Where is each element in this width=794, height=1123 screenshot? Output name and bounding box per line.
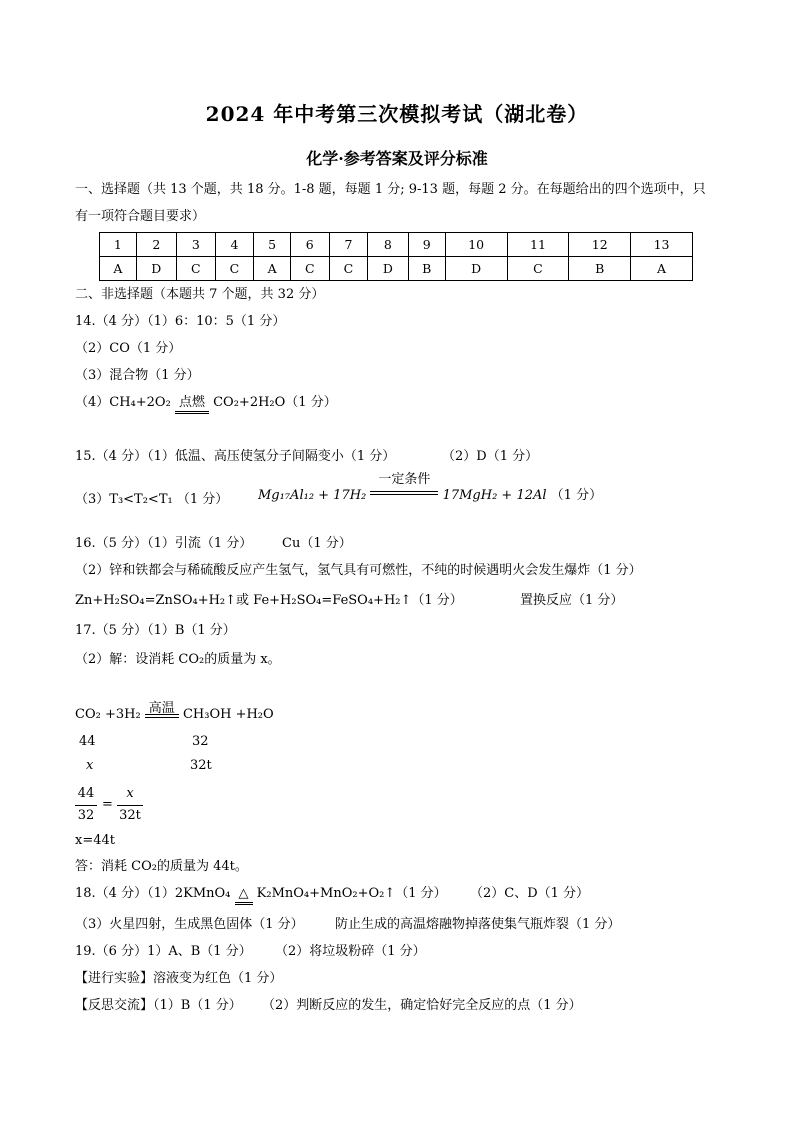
- question-number-cell: 10: [445, 233, 507, 257]
- question-number-cell: 8: [368, 233, 408, 257]
- q15-equation: [258, 472, 603, 508]
- answer-cell: C: [329, 257, 368, 281]
- reaction-condition-label: 一定条件: [378, 472, 431, 487]
- page-title: 2024 年中考第三次模拟考试（湖北卷）: [205, 102, 589, 126]
- equals-sign: =: [102, 797, 113, 812]
- q14-line4: [75, 394, 337, 414]
- q18-equation-products: K₂MnO₄+MnO₂+O₂↑（1 分）: [256, 886, 447, 901]
- q15-equation-left: Mg₁₇Al₁₂ + 17H₂: [258, 488, 367, 503]
- reaction-condition-arrow: [145, 701, 179, 718]
- answer-cell: A: [631, 257, 693, 281]
- reaction-condition-heat: △: [235, 886, 253, 905]
- q17-variable-2: 32t: [190, 758, 212, 773]
- q19-line3b: （2）判断反应的发生，确定恰好完全反应的点（1 分）: [262, 998, 582, 1013]
- question-number-cell: 6: [290, 233, 329, 257]
- fraction-denominator: 32t: [119, 808, 141, 823]
- question-number-cell: 4: [215, 233, 254, 257]
- answer-cell: C: [176, 257, 215, 281]
- q15-line2a: （3）T₃<T₂<T₁ （1 分）: [75, 492, 229, 507]
- q17-answer: 答：消耗 CO₂的质量为 44t。: [75, 859, 248, 874]
- answer-table-answer-row: [100, 257, 693, 281]
- q15-line1b: （2）D（1 分）: [442, 449, 539, 464]
- q16-line3a: Zn+H₂SO₄=ZnSO₄+H₂↑或 Fe+H₂SO₄=FeSO₄+H₂↑（1 分）: [75, 593, 463, 608]
- question-number-cell: 9: [408, 233, 445, 257]
- reaction-condition-ignite: 点燃: [175, 395, 209, 414]
- section1-heading-line1: 一、选择题（共 13 个题，共 18 分。1-8 题，每题 1 分; 9-13 题，每题 2 分。在每题给出的四个选项中，只: [75, 182, 706, 197]
- section1-heading-line2: 有一项符合题目要求）: [75, 209, 206, 224]
- section2-heading: 二、非选择题（本题共 7 个题，共 32 分）: [75, 287, 325, 302]
- answer-cell: A: [254, 257, 291, 281]
- answer-table-number-row: [100, 233, 693, 257]
- q17-result: x=44t: [75, 833, 115, 848]
- reaction-condition-label: 高温: [148, 701, 175, 716]
- q17-molar-mass-1: 44: [79, 734, 96, 749]
- q19-line1b: （2）将垃圾粉碎（1 分）: [275, 944, 426, 959]
- fraction-numerator: 44: [77, 786, 95, 801]
- q15-line1a: 15.（4 分）（1）低温、高压使氢分子间隔变小（1 分）: [75, 449, 396, 464]
- question-number-cell: 3: [176, 233, 215, 257]
- q15-equation-score: （1 分）: [550, 488, 603, 503]
- answer-table: [99, 232, 693, 281]
- answer-cell: B: [408, 257, 445, 281]
- q16-line1a: 16.（5 分）（1）引流（1 分）: [75, 536, 253, 551]
- answer-cell: D: [445, 257, 507, 281]
- answer-cell: D: [368, 257, 408, 281]
- q14-equation-reactants: （4）CH₄+2O₂: [75, 395, 171, 410]
- q19-line2: 【进行实验】溶液变为红色（1 分）: [75, 971, 283, 986]
- fraction-bar: [75, 805, 97, 806]
- question-number-cell: 11: [507, 233, 569, 257]
- question-number-cell: 13: [631, 233, 693, 257]
- page-subtitle: 化学·参考答案及评分标准: [306, 149, 488, 168]
- question-number-cell: 2: [136, 233, 176, 257]
- q19-line3a: 【反思交流】（1）B（1 分）: [75, 998, 242, 1013]
- answer-cell: D: [136, 257, 176, 281]
- q15-equation-right: 17MgH₂ + 12Al: [442, 488, 547, 503]
- q18-line1b: （2）C、D（1 分）: [470, 886, 590, 901]
- q17-molar-mass-2: 32: [192, 734, 209, 749]
- question-number-cell: 1: [100, 233, 137, 257]
- question-number-cell: 7: [329, 233, 368, 257]
- q16-line2: （2）锌和铁都会与稀硫酸反应产生氢气，氢气具有可燃性，不纯的时候遇明火会发生爆炸（1 分）: [75, 563, 642, 578]
- q14-line3: （3）混合物（1 分）: [75, 368, 200, 383]
- q19-line1a: 19.（6 分）1）A、B（1 分）: [75, 944, 252, 959]
- q17-line2: （2）解：设消耗 CO₂的质量为 x。: [75, 652, 281, 667]
- fraction-denominator: 32: [77, 808, 95, 823]
- question-number-cell: 5: [254, 233, 291, 257]
- q17-equation-right: CH₃OH +H₂O: [182, 707, 274, 722]
- answer-cell: B: [569, 257, 631, 281]
- q14-line2: （2）CO（1 分）: [75, 341, 182, 356]
- q18-equation-reactant: 18.（4 分）（1）2KMnO₄: [75, 886, 231, 901]
- q17-equation: [75, 701, 274, 724]
- fraction-bar: [117, 805, 143, 806]
- q14-line1: 14.（4 分）（1）6：10：5（1 分）: [75, 314, 286, 329]
- q17-line1: 17.（5 分）（1）B（1 分）: [75, 623, 236, 638]
- q14-equation-products: CO₂+2H₂O（1 分）: [213, 395, 337, 410]
- answer-cell: C: [507, 257, 569, 281]
- reaction-condition-arrow: [370, 472, 438, 495]
- answer-cell: A: [100, 257, 137, 281]
- answer-cell: C: [290, 257, 329, 281]
- q17-equation-left: CO₂ +3H₂: [75, 707, 141, 722]
- q18-line2b: 防止生成的高温熔融物掉落使集气瓶炸裂（1 分）: [335, 917, 621, 932]
- answer-cell: C: [215, 257, 254, 281]
- fraction-numerator: x: [126, 786, 134, 801]
- q16-line1b: Cu（1 分）: [282, 536, 352, 551]
- q16-line3b: 置换反应（1 分）: [520, 593, 624, 608]
- q17-variable-1: x: [86, 758, 94, 773]
- q18-line1: [75, 885, 447, 905]
- q18-line2a: （3）火星四射，生成黑色固体（1 分）: [75, 917, 304, 932]
- question-number-cell: 12: [569, 233, 631, 257]
